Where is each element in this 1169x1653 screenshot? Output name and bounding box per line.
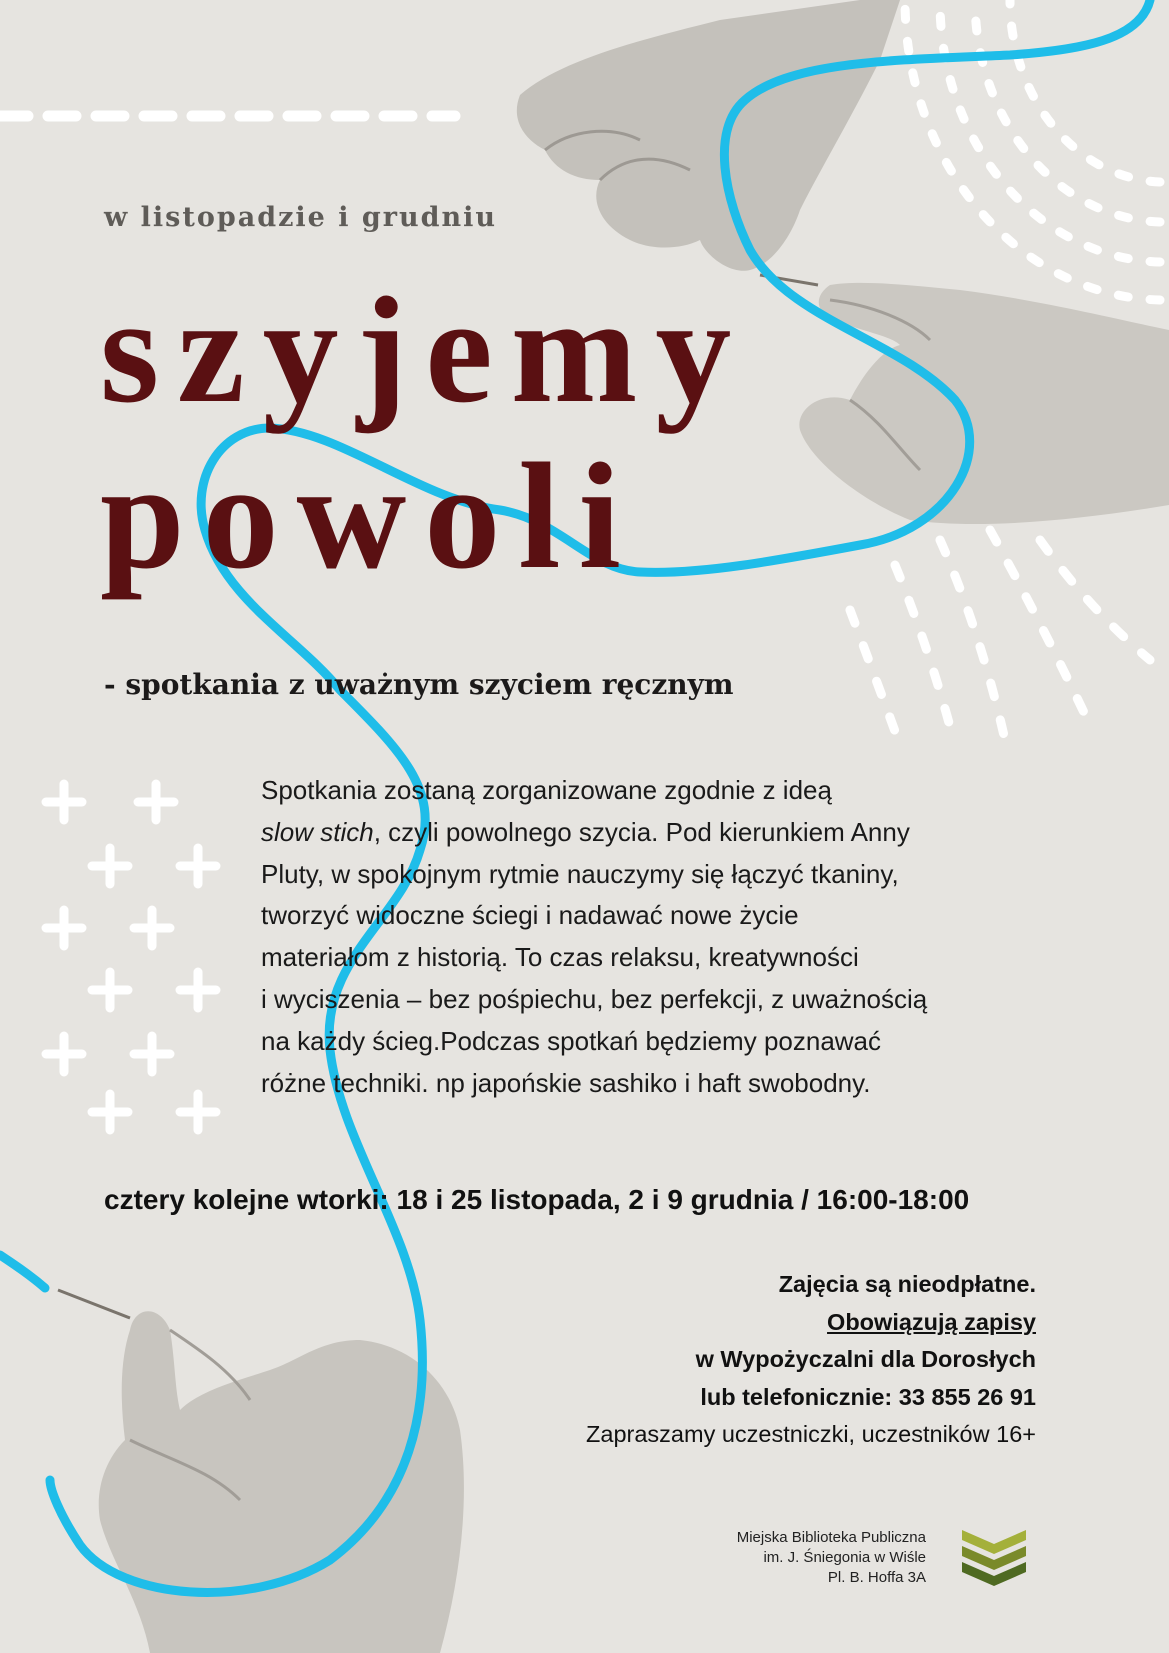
info-phone: lub telefonicznie: 33 855 26 91 [700, 1383, 1036, 1410]
description-line: Pluty, w spokojnym rytmie nauczymy się łączyć tkaniny, [261, 858, 899, 889]
info-registration: Obowiązują zapisy [827, 1308, 1036, 1335]
description-line: i wyciszenia – bez pośpiechu, bez perfekcji, z uważnością [261, 983, 928, 1014]
description [261, 770, 1061, 1104]
date-range-heading: w listopadzie i grudniu [104, 202, 498, 233]
info-block [586, 1266, 1036, 1454]
info-location: w Wypożyczalni dla Dorosłych [695, 1346, 1036, 1372]
plus-signs-icon [46, 784, 216, 1130]
library-patron: im. J. Śniegonia w Wiśle [763, 1549, 926, 1566]
thread-end [0, 1255, 45, 1288]
dashed-arcs-top-right [905, 0, 1160, 300]
description-line: na każdy ścieg.Podczas spotkań będziemy poznawać [261, 1025, 882, 1056]
tagline: - spotkania z uważnym szyciem ręcznym [104, 668, 734, 701]
dashed-arcs-right [850, 530, 1150, 745]
library-name: Miejska Biblioteka Publiczna [736, 1529, 926, 1546]
info-free: Zajęcia są nieodpłatne. [778, 1271, 1036, 1297]
description-line: materiałom z historią. To czas relaksu, kreatywności [261, 942, 859, 973]
description-line [261, 812, 1061, 854]
description-line-rest: , czyli powolnego szycia. Pod kierunkiem Anny [373, 816, 910, 847]
info-invite: Zapraszamy uczestniczki, uczestników 16+ [586, 1421, 1036, 1447]
library-street: Pl. B. Hoffa 3A [827, 1569, 926, 1586]
library-logo-icon [962, 1530, 1026, 1586]
title-line-2: powoli [100, 432, 639, 600]
schedule-dates: cztery kolejne wtorki: 18 i 25 listopada, 2 i 9 grudnia / 16:00-18:00 [104, 1184, 970, 1215]
description-italic: slow stich [261, 816, 374, 847]
hand-top-illustration [517, 0, 900, 271]
library-address [737, 1528, 926, 1588]
description-line: tworzyć widoczne ściegi i nadawać nowe życie [261, 900, 799, 931]
title-line-1: szyjemy [100, 266, 750, 434]
description-line: różne techniki. np japońskie sashiko i haft swobodny. [261, 1067, 871, 1098]
description-line: Spotkania zostaną zorganizowane zgodnie z ideą [261, 775, 832, 805]
